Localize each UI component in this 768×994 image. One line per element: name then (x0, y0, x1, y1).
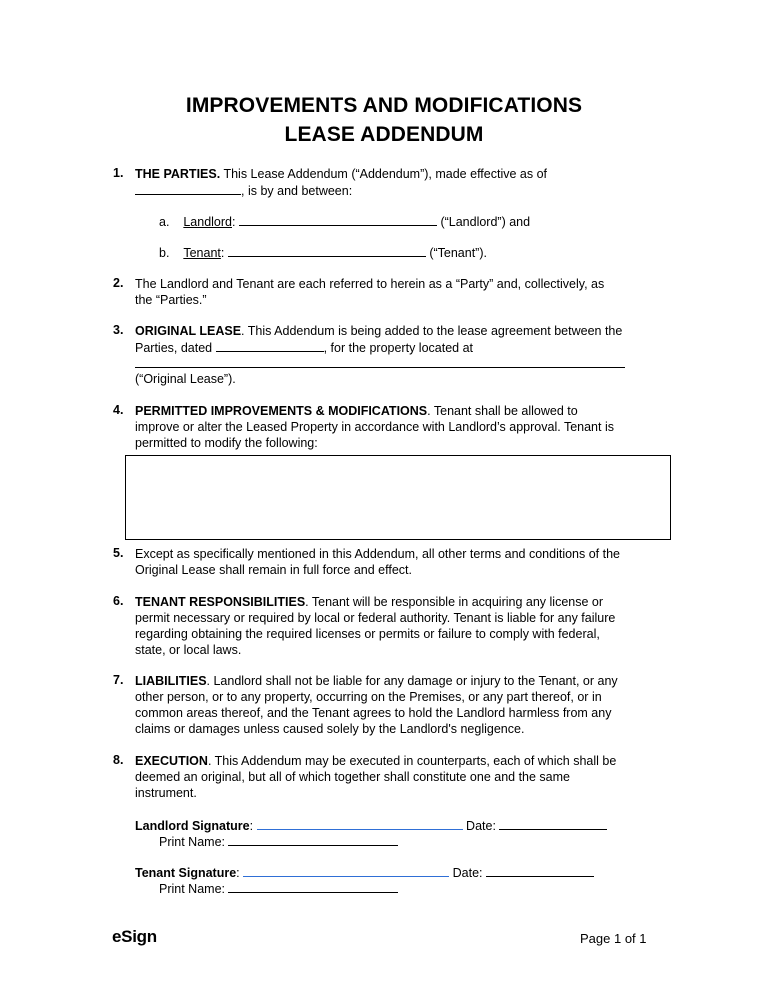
section-8-number: 8. (113, 753, 124, 767)
tenant-print-name-line (159, 880, 398, 897)
landlord-print-name-line (159, 833, 398, 850)
section-4-text: . Tenant shall be allowed to (427, 404, 578, 418)
modifications-text-box[interactable] (125, 455, 671, 540)
tenant-signature-label: Tenant Signature (135, 866, 237, 880)
section-4-number: 4. (113, 403, 124, 417)
section-8-heading: EXECUTION (135, 754, 208, 768)
landlord-name-field[interactable] (239, 213, 437, 226)
section-3-line-4: (“Original Lease”). (135, 372, 236, 386)
section-8-text: . This Addendum may be executed in counterparts, each of which shall be (207, 754, 617, 768)
section-3-text-2a: Parties, dated (135, 341, 216, 355)
landlord-date-field[interactable] (499, 817, 607, 830)
section-1-text: This Lease Addendum (“Addendum”), made effective as of (220, 167, 548, 181)
section-4-line-2: improve or alter the Leased Property in accordance with Landlord’s approval. Tenant is (135, 420, 614, 434)
section-1-line-1 (135, 166, 547, 182)
landlord-print-name-field[interactable] (228, 833, 398, 846)
section-3-line-1 (135, 323, 622, 339)
section-1-text-2: , is by and between: (241, 184, 353, 198)
title-line-2: LEASE ADDENDUM (284, 123, 484, 146)
landlord-suffix: (“Landlord”) and (436, 215, 531, 229)
tenant-print-name-field[interactable] (228, 880, 398, 893)
section-1-number: 1. (113, 166, 124, 180)
section-3-line-2 (135, 339, 473, 356)
landlord-signature-label: Landlord Signature (135, 819, 250, 833)
section-6-line-2: permit necessary or required by local or federal authority. Tenant is liable for any failure (135, 611, 616, 625)
list-marker-b: b. (159, 246, 170, 260)
tenant-suffix: (“Tenant”). (425, 246, 487, 260)
section-6-heading: TENANT RESPONSIBILITIES (135, 595, 306, 609)
section-6-line-3: regarding obtaining the required licenses or permits or failure to comply with federal, (135, 627, 600, 641)
section-7-number: 7. (113, 673, 124, 687)
landlord-colon: : (232, 215, 236, 229)
section-5-line-1: Except as specifically mentioned in this Addendum, all other terms and conditions of the (135, 547, 620, 561)
landlord-date-label: Date: (462, 819, 500, 833)
page-number: Page 1 of 1 (580, 931, 647, 946)
tenant-signature-colon: : (236, 866, 240, 880)
effective-date-field[interactable] (135, 182, 241, 195)
section-5-number: 5. (113, 546, 124, 560)
tenant-colon: : (220, 246, 225, 260)
section-2-line-1: The Landlord and Tenant are each referred to herein as a “Party” and, collectively, as (135, 277, 605, 291)
list-marker-a: a. (159, 215, 170, 229)
landlord-signature-field[interactable] (257, 817, 463, 830)
section-5-line-2: Original Lease shall remain in full force and effect. (135, 563, 413, 577)
property-address-field[interactable] (135, 355, 625, 368)
section-3-heading: ORIGINAL LEASE (135, 324, 242, 338)
original-lease-date-field[interactable] (216, 339, 324, 352)
landlord-label: Landlord (183, 215, 232, 229)
section-7-line-1 (135, 673, 618, 689)
section-8-line-3: instrument. (135, 786, 197, 800)
section-6-line-1 (135, 594, 603, 610)
section-3-text-2b: , for the property located at (323, 341, 473, 355)
tenant-name-field[interactable] (228, 244, 426, 257)
tenant-date-label: Date: (449, 866, 486, 880)
landlord-party-line (159, 213, 530, 230)
section-7-text: . Landlord shall not be liable for any damage or injury to the Tenant, or any (206, 674, 618, 688)
section-8-line-1 (135, 753, 616, 769)
section-2-number: 2. (113, 276, 124, 290)
section-7-line-4: claims or damages unless caused solely by the Landlord's negligence. (135, 722, 525, 736)
section-1-heading: THE PARTIES. (135, 167, 221, 181)
section-3-number: 3. (113, 323, 124, 337)
document-title (0, 91, 768, 149)
tenant-date-field[interactable] (486, 864, 594, 877)
section-4-heading: PERMITTED IMPROVEMENTS & MODIFICATIONS (135, 404, 428, 418)
tenant-party-line (159, 244, 487, 261)
tenant-print-name-label: Print Name: (159, 882, 229, 896)
esign-logo: eSign (112, 927, 157, 946)
tenant-signature-line (135, 864, 594, 881)
section-6-text: . Tenant will be responsible in acquiring any license or (305, 595, 604, 609)
landlord-signature-colon: : (249, 819, 254, 833)
tenant-label: Tenant (183, 246, 221, 260)
landlord-print-name-label: Print Name: (159, 835, 229, 849)
section-7-line-2: other person, or to any property, occurring on the Premises, or any part thereof, or in (135, 690, 602, 704)
section-4-line-1 (135, 403, 578, 419)
tenant-signature-field[interactable] (243, 864, 449, 877)
section-3-line-3 (135, 355, 625, 372)
title-line-1: IMPROVEMENTS AND MODIFICATIONS (185, 94, 583, 117)
section-1-line-2 (135, 182, 352, 199)
section-3-text: . This Addendum is being added to the lease agreement between the (241, 324, 623, 338)
section-2-line-2: the “Parties.” (135, 293, 207, 307)
section-6-number: 6. (113, 594, 124, 608)
section-8-line-2: deemed an original, but all of which together shall constitute one and the same (135, 770, 570, 784)
section-7-line-3: common areas thereof, and the Tenant agrees to hold the Landlord harmless from any (135, 706, 612, 720)
section-7-heading: LIABILITIES (135, 674, 207, 688)
section-4-line-3: permitted to modify the following: (135, 436, 318, 450)
landlord-signature-line (135, 817, 607, 834)
section-6-line-4: state, or local laws. (135, 643, 242, 657)
